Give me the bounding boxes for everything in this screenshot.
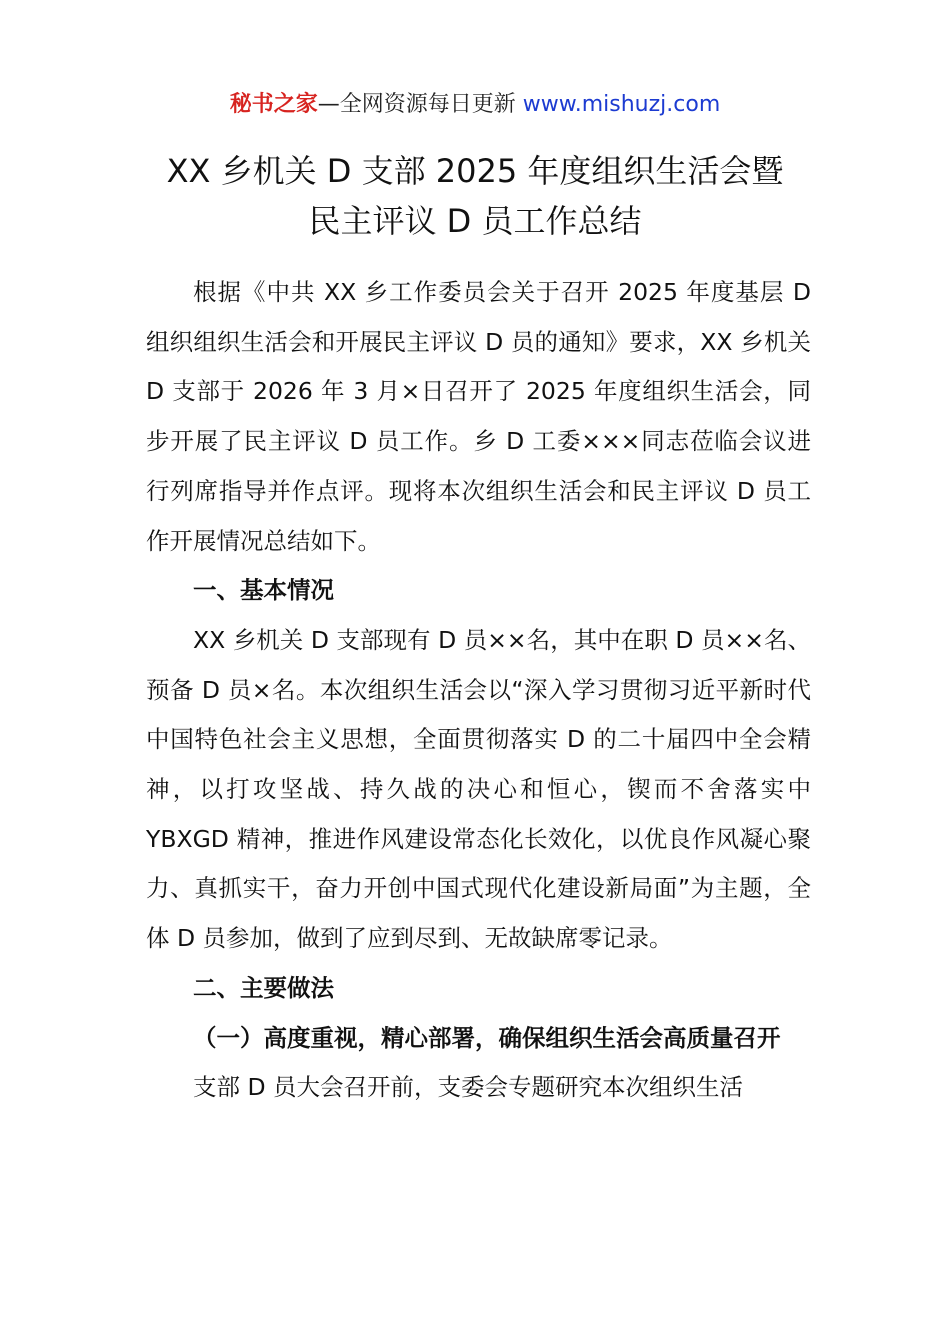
site-url-link[interactable]: www.mishuzj.com	[522, 92, 721, 117]
header-tagline: —全网资源每日更新	[317, 92, 516, 117]
document-title	[0, 146, 950, 246]
site-header	[0, 88, 950, 122]
title-line-1: XX 乡机关 D 支部 2025 年度组织生活会暨	[166, 152, 784, 190]
basic-info-paragraph: XX 乡机关 D 支部现有 D 员××名，其中在职 D 员××名、预备 D 员×名。本次组织生活会以“深入学习贯彻习近平新时代中国特色社会主义思想，全面贯彻落实 D 的二十届四中全会精神，以打攻坚战、持久战的决心和恒心，锲而不舍落实中 YBXGD 精神，推进作风建设常态化长效化，以优良作风凝心聚力、真抓实干，奋力开创中国式现代化建设新局面”为主题，全体 D 员参加，做到了应到尽到、无故缺席零记录。	[146, 625, 811, 953]
section-heading-basic-info: 一、基本情况	[193, 576, 334, 605]
brand-name: 秘书之家	[229, 92, 318, 117]
document-body	[146, 268, 811, 1113]
section-heading-main-practices: 二、主要做法	[193, 973, 334, 1002]
subsection-1-paragraph: 支部 D 员大会召开前，支委会专题研究本次组织生活	[193, 1073, 744, 1102]
intro-paragraph: 根据《中共 XX 乡工作委员会关于召开 2025 年度基层 D 组织组织生活会和开展民主评议 D 员的通知》要求，XX 乡机关 D 支部于 2026 年 3 月×日召开了 2025 年度组织生活会，同步开展了民主评议 D 员工作。乡 D 工委×××同志莅临会议进行列席指导并作点评。现将本次组织生活会和民主评议 D 员工作开展情况总结如下。	[146, 278, 811, 555]
subsection-heading-1: （一）高度重视，精心部署，确保组织生活会高质量召开	[193, 1023, 781, 1052]
title-line-2: 民主评议 D 员工作总结	[308, 202, 642, 240]
